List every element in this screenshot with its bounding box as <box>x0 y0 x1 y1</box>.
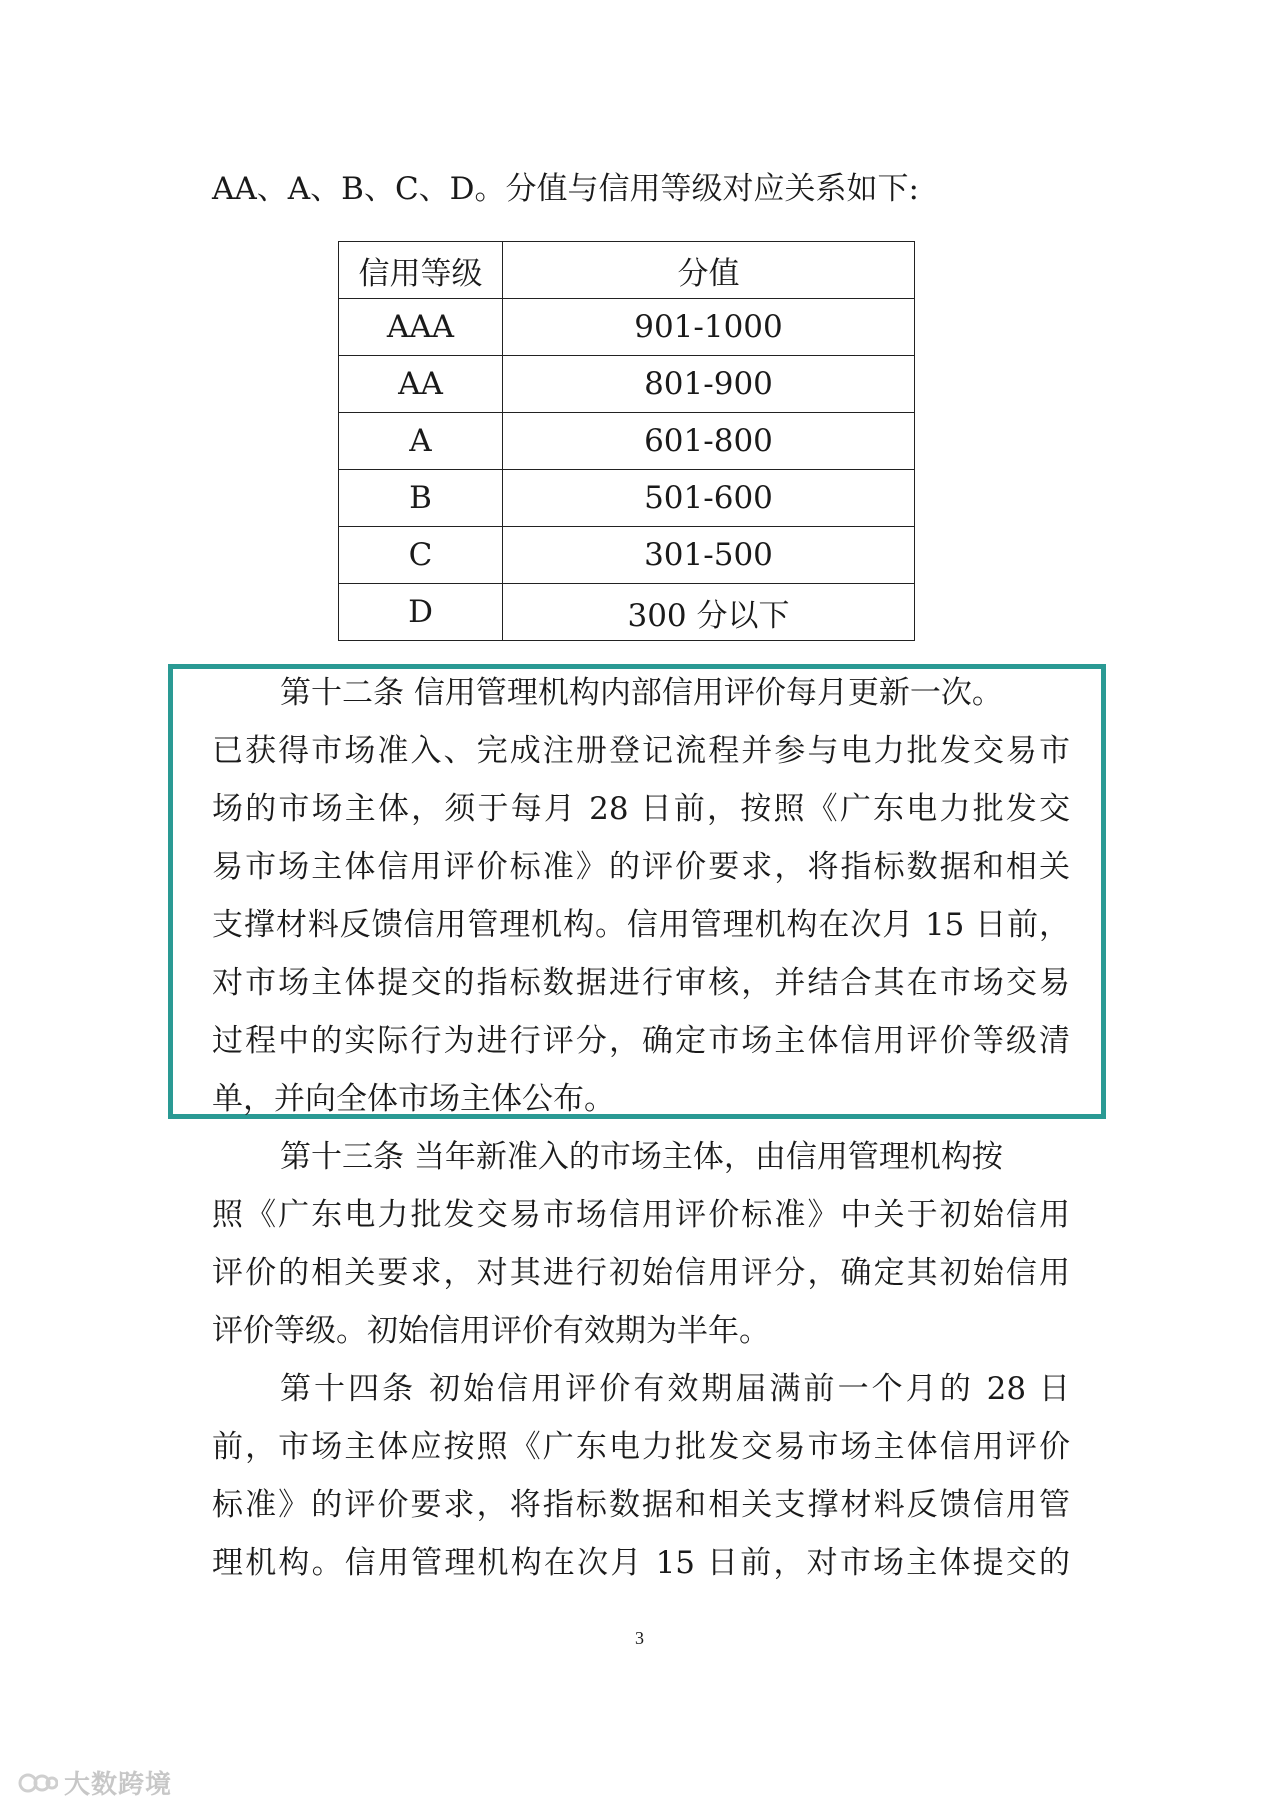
article12-line: 第十二条 信用管理机构内部信用评价每月更新一次。 <box>280 675 1003 711</box>
table-header-grade: 信用等级 <box>339 242 503 299</box>
article14-line: 前，市场主体应按照《广东电力批发交易市场主体信用评价 <box>212 1429 1070 1465</box>
article14-line: 理机构。信用管理机构在次月 15 日前，对市场主体提交的 <box>212 1545 1070 1581</box>
page-number: 3 <box>635 1628 644 1648</box>
watermark-text: 大数跨境 <box>64 1770 173 1800</box>
table-row <box>339 299 915 356</box>
article12-line: 场的市场主体，须于每月 28 日前，按照《广东电力批发交 <box>212 791 1070 827</box>
table-cell-grade: A <box>339 413 503 470</box>
watermark <box>18 1764 172 1801</box>
table-cell-score: 300 分以下 <box>503 584 915 641</box>
table-cell-score: 901-1000 <box>503 299 915 356</box>
table-cell-grade: B <box>339 470 503 527</box>
article12-line: 支撑材料反馈信用管理机构。信用管理机构在次月 15 日前， <box>212 907 1070 943</box>
table-row <box>339 470 915 527</box>
table-cell-score: 301-500 <box>503 527 915 584</box>
article12-line: 单，并向全体市场主体公布。 <box>212 1081 615 1117</box>
table-row <box>339 527 915 584</box>
article13-line: 评价的相关要求，对其进行初始信用评分，确定其初始信用 <box>212 1255 1070 1291</box>
article14-line: 标准》的评价要求，将指标数据和相关支撑材料反馈信用管 <box>212 1487 1070 1523</box>
table-row <box>339 356 915 413</box>
article12-line: 易市场主体信用评价标准》的评价要求，将指标数据和相关 <box>212 849 1070 885</box>
table-cell-grade: C <box>339 527 503 584</box>
table-cell-score: 601-800 <box>503 413 915 470</box>
table-header-row <box>339 242 915 299</box>
table-cell-grade: D <box>339 584 503 641</box>
article12-line: 对市场主体提交的指标数据进行审核，并结合其在市场交易 <box>212 965 1070 1001</box>
article12-line: 已获得市场准入、完成注册登记流程并参与电力批发交易市 <box>212 733 1070 769</box>
table-cell-grade: AAA <box>339 299 503 356</box>
article13-line: 照《广东电力批发交易市场信用评价标准》中关于初始信用 <box>212 1197 1070 1233</box>
table-cell-score: 501-600 <box>503 470 915 527</box>
credit-grade-table <box>338 241 915 641</box>
article14-line: 第十四条 初始信用评价有效期届满前一个月的 28 日 <box>280 1371 1070 1407</box>
brand-logo-icon <box>18 1770 58 1796</box>
table-row <box>339 584 915 641</box>
intro-line: AA、A、B、C、D。分值与信用等级对应关系如下: <box>212 171 919 207</box>
table-cell-score: 801-900 <box>503 356 915 413</box>
table-header-score: 分值 <box>503 242 915 299</box>
table-cell-grade: AA <box>339 356 503 413</box>
article13-line: 第十三条 当年新准入的市场主体，由信用管理机构按 <box>280 1139 1003 1175</box>
table-row <box>339 413 915 470</box>
article12-line: 过程中的实际行为进行评分，确定市场主体信用评价等级清 <box>212 1023 1070 1059</box>
article13-line: 评价等级。初始信用评价有效期为半年。 <box>212 1313 770 1349</box>
